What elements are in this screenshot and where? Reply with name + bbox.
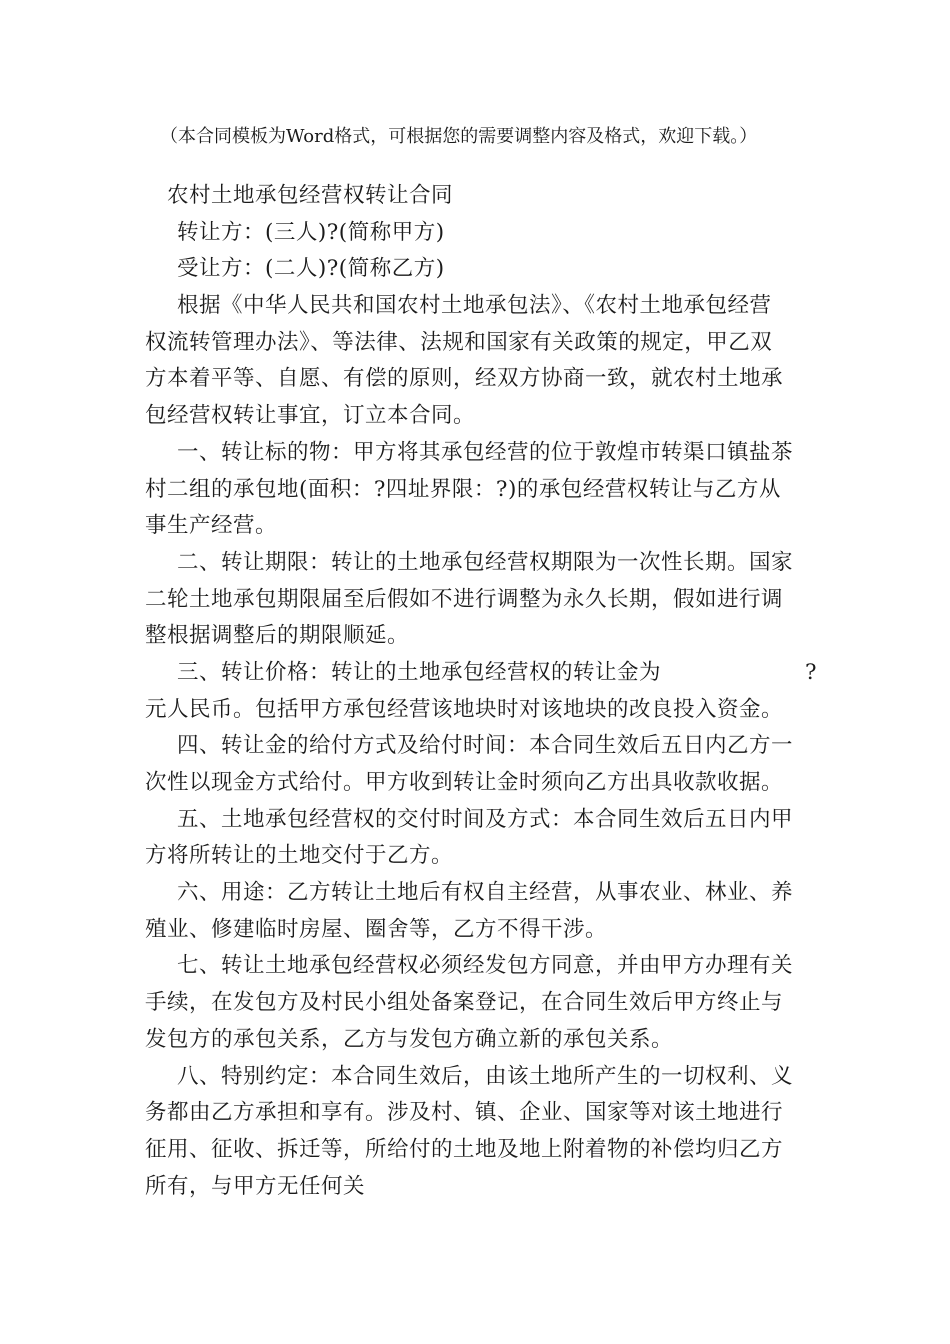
clause-7 [145,948,815,1058]
paragraph-line: 二、转让期限：转让的土地承包经营权期限为一次性长期。国家 [177,549,794,575]
paragraph-line: 手续，在发包方及村民小组处备案登记，在合同生效后甲方终止与 [145,990,784,1016]
clause-8 [145,1059,815,1206]
clause-5 [145,802,815,875]
clause-2 [145,545,815,655]
paragraph-line: 征用、征收、拆迁等，所给付的土地及地上附着物的补偿均归乙方 [145,1136,784,1162]
contract-body [145,178,818,1205]
paragraph-line: 根据《中华人民共和国农村土地承包法》、《农村土地承包经营 [177,293,772,319]
paragraph-line: 七、转让土地承包经营权必须经发包方同意，并由甲方办理有关 [177,953,794,979]
paragraph-line: 发包方的承包关系，乙方与发包方确立新的承包关系。 [145,1026,674,1052]
price-blank-mark: ? [805,659,818,685]
transferor-line: 转让方：(三人)?(简称甲方) [177,219,445,245]
clause-3 [145,655,818,728]
paragraph-line: 村二组的承包地(面积：?四址界限：?)的承包经营权转让与乙方从 [145,476,781,502]
contract-title: 农村土地承包经营权转让合同 [167,183,454,208]
paragraph-line: 四、转让金的给付方式及给付时间：本合同生效后五日内乙方一 [177,733,794,759]
paragraph-line: 元人民币。包括甲方承包经营该地块时对该地块的改良投入资金。 [145,696,784,722]
paragraph-line: 五、土地承包经营权的交付时间及方式：本合同生效后五日内甲 [177,806,794,832]
paragraph-line: 二轮土地承包期限届至后假如不进行调整为永久长期，假如进行调 [145,586,784,612]
paragraph-line: 六、用途：乙方转让土地后有权自主经营，从事农业、林业、养 [177,880,794,906]
paragraph-line: 所有，与甲方无任何关 [145,1173,366,1199]
paragraph-line: 事生产经营。 [145,513,278,539]
transferee-line: 受让方：(二人)?(简称乙方) [177,256,445,282]
paragraph-line: 一、转让标的物：甲方将其承包经营的位于敦煌市转渠口镇盐茶 [177,439,794,465]
paragraph-line: 务都由乙方承担和享有。涉及村、镇、企业、国家等对该土地进行 [145,1100,784,1126]
paragraph-line [145,655,818,692]
paragraph-line: 方本着平等、自愿、有偿的原则，经双方协商一致，就农村土地承 [145,366,784,392]
clause-1 [145,435,815,545]
paragraph-line: 整根据调整后的期限顺延。 [145,623,410,649]
paragraph-line: 包经营权转让事宜，订立本合同。 [145,403,476,429]
paragraph-line: 八、特别约定：本合同生效后，由该土地所产生的一切权利、义 [177,1063,794,1089]
preamble-paragraph [145,288,815,435]
price-text: 三、转让价格：转让的土地承包经营权的转让金为 [177,659,662,685]
paragraph-line: 次性以现金方式给付。甲方收到转让金时须向乙方出具收款收据。 [145,770,784,795]
clause-4 [145,728,815,801]
clause-6 [145,875,815,948]
paragraph-line: 方将所转让的土地交付于乙方。 [145,843,454,869]
paragraph-line: 殖业、修建临时房屋、圈舍等，乙方不得干涉。 [145,916,608,942]
paragraph-line: 权流转管理办法》、等法律、法规和国家有关政策的规定，甲乙双 [145,329,773,355]
template-notice: （本合同模板为Word格式，可根据您的需要调整内容及格式，欢迎下载。） [160,126,758,147]
